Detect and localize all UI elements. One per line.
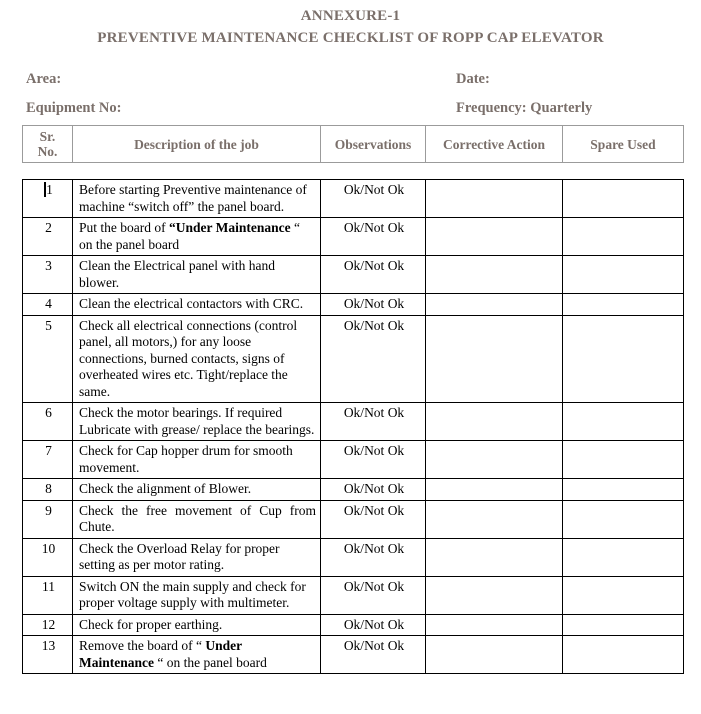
cell-observations[interactable] [321,180,426,218]
cell-sr-no-value: 10 [41,540,56,556]
table-row [23,294,684,316]
cell-observations[interactable] [321,403,426,441]
cell-observations-value: Ok/Not Ok [343,182,405,197]
table-row [23,479,684,501]
cell-sr-no-value: 9 [45,502,52,518]
cell-sr-no-value: 2 [45,220,52,235]
cell-description-text-tail: “ on the panel board [79,220,300,252]
cell-sr-no-value: 6 [45,405,52,420]
cell-description[interactable] [73,479,321,501]
column-header-sr-no-line2: No. [37,144,58,159]
cell-observations-value: Ok/Not Ok [343,638,405,653]
cell-observations-value: Ok/Not Ok [343,258,405,273]
cell-observations[interactable] [321,441,426,479]
cell-observations-value: Ok/Not Ok [343,616,405,632]
column-header-spare-used: Spare Used [563,126,684,163]
cell-sr-no-value: 3 [45,258,52,273]
cell-description[interactable] [73,441,321,479]
cell-sr-no [23,218,73,256]
cell-corrective-action[interactable] [426,614,563,636]
table-row [23,180,684,218]
cell-observations-value: Ok/Not Ok [343,502,405,518]
cell-sr-no-value: 7 [45,443,52,458]
cell-description-text: Put the board of [79,220,169,235]
cell-sr-no-value: 11 [42,578,55,594]
cell-description-emphasis: Under Maintenance [79,638,242,670]
cell-observations-value: Ok/Not Ok [343,317,405,333]
cell-description-text: Switch ON the main supply and check for proper voltage supply with multimeter. [79,578,306,610]
cell-observations[interactable] [321,614,426,636]
cell-observations-value: Ok/Not Ok [343,296,405,311]
cell-observations[interactable] [321,576,426,614]
cell-sr-no [23,315,73,403]
cell-corrective-action[interactable] [426,441,563,479]
cell-description[interactable] [73,218,321,256]
cell-description[interactable] [73,180,321,218]
cell-sr-no [23,256,73,294]
cell-spare-used[interactable] [563,218,684,256]
table-header-row [23,126,684,163]
cell-description-text: Check the Overload Relay for proper setting as per motor rating. [79,540,280,572]
cell-spare-used[interactable] [563,403,684,441]
cell-description-text: Remove the board of “ [79,638,206,653]
table-row [23,576,684,614]
cell-spare-used[interactable] [563,315,684,403]
cell-corrective-action[interactable] [426,180,563,218]
cell-description-text: Before starting Preventive maintenance of machine “switch off” the panel board. [79,182,307,214]
cell-description-text: Check the free movement of Cup from Chute. [79,502,316,534]
cell-spare-used[interactable] [563,538,684,576]
cell-spare-used[interactable] [563,180,684,218]
cell-spare-used[interactable] [563,294,684,316]
column-header-sr-no-line1: Sr. [39,129,56,144]
cell-sr-no-value: 12 [41,616,56,632]
cell-description-text: Check for proper earthing. [79,616,223,632]
cell-sr-no [23,294,73,316]
cell-description[interactable] [73,403,321,441]
document-title-block [0,0,701,49]
column-header-observations: Observations [321,126,426,163]
cell-sr-no [23,576,73,614]
cell-description[interactable] [73,576,321,614]
table-gap-spacer [22,163,683,179]
cell-corrective-action[interactable] [426,479,563,501]
table-row [23,256,684,294]
cell-spare-used[interactable] [563,576,684,614]
cell-observations[interactable] [321,500,426,538]
meta-row-area-date [26,65,701,94]
frequency-label: Frequency: Quarterly [456,100,593,116]
cell-description-text: Check for Cap hopper drum for smooth movement. [79,443,293,475]
cell-description[interactable] [73,256,321,294]
cell-corrective-action[interactable] [426,500,563,538]
cell-observations[interactable] [321,479,426,501]
cell-observations-value: Ok/Not Ok [343,405,405,420]
checklist-body-table [22,179,684,674]
cell-description[interactable] [73,294,321,316]
cell-sr-no [23,538,73,576]
cell-spare-used[interactable] [563,256,684,294]
cell-observations-value: Ok/Not Ok [343,220,405,235]
cell-description-emphasis: “Under Maintenance [169,220,291,235]
cell-description[interactable] [73,614,321,636]
cell-observations-value: Ok/Not Ok [343,481,405,496]
cell-sr-no-value: 13 [41,638,56,653]
cell-sr-no-value: 1 [46,182,53,197]
cell-observations[interactable] [321,315,426,403]
annexure-label: ANNEXURE-1 [300,8,401,24]
cell-sr-no [23,403,73,441]
column-header-corrective-action: Corrective Action [426,126,563,163]
cell-description[interactable] [73,500,321,538]
cell-observations[interactable] [321,256,426,294]
cell-description-text: Check the motor bearings. If required Lubricate with grease/ replace the bearings. [79,405,315,437]
cell-description-text-tail: “ on the panel board [154,654,267,670]
cell-description[interactable] [73,538,321,576]
cell-description[interactable] [73,636,321,674]
table-row [23,218,684,256]
checklist-header-table [22,125,684,163]
cell-spare-used[interactable] [563,479,684,501]
cell-corrective-action[interactable] [426,315,563,403]
meta-row-equipment-frequency [26,94,701,123]
cell-observations-value: Ok/Not Ok [343,578,405,594]
column-header-sr-no [23,126,73,163]
cell-description-text: Check the alignment of Blower. [79,481,252,496]
cell-observations-value: Ok/Not Ok [343,540,405,556]
cell-spare-used[interactable] [563,614,684,636]
cell-corrective-action[interactable] [426,256,563,294]
document-meta-block [0,65,701,123]
cell-sr-no-value: 8 [45,481,52,496]
cell-sr-no [23,636,73,674]
cell-sr-no-value: 5 [45,317,52,333]
area-label: Area: [26,71,62,87]
cell-corrective-action[interactable] [426,403,563,441]
date-label: Date: [456,71,490,87]
cell-description-text: Check all electrical connections (control panel, all motors,) for any loose connections, burned contacts, signs of overheated wires etc. Tight/replace the same. [79,317,298,399]
cell-sr-no [23,614,73,636]
cell-observations[interactable] [321,636,426,674]
date-field-group [456,65,490,94]
page-title: PREVENTIVE MAINTENANCE CHECKLIST OF ROPP CAP ELEVATOR [97,30,604,46]
table-row [23,538,684,576]
cell-corrective-action[interactable] [426,218,563,256]
cell-sr-no [23,500,73,538]
cell-corrective-action[interactable] [426,576,563,614]
cell-description-text: Clean the electrical contactors with CRC. [79,296,304,311]
cell-sr-no-value: 4 [45,296,52,311]
cell-description-text: Clean the Electrical panel with hand blower. [79,258,276,290]
cell-observations[interactable] [321,538,426,576]
table-row [23,315,684,403]
cell-observations-value: Ok/Not Ok [343,443,405,458]
cell-spare-used[interactable] [563,636,684,674]
cell-observations[interactable] [321,294,426,316]
cell-sr-no [23,441,73,479]
cell-corrective-action[interactable] [426,294,563,316]
equipment-no-label: Equipment No: [26,100,122,116]
cell-sr-no [23,479,73,501]
cell-spare-used[interactable] [563,500,684,538]
table-row [23,403,684,441]
checklist-rows [23,180,684,674]
table-row [23,500,684,538]
cell-observations[interactable] [321,218,426,256]
cell-description[interactable] [73,315,321,403]
cell-corrective-action[interactable] [426,538,563,576]
column-header-description: Description of the job [73,126,321,163]
cell-spare-used[interactable] [563,441,684,479]
checklist-tables [22,125,683,674]
cell-corrective-action[interactable] [426,636,563,674]
cell-sr-no [23,180,73,218]
table-row [23,441,684,479]
table-row [23,636,684,674]
table-row [23,614,684,636]
